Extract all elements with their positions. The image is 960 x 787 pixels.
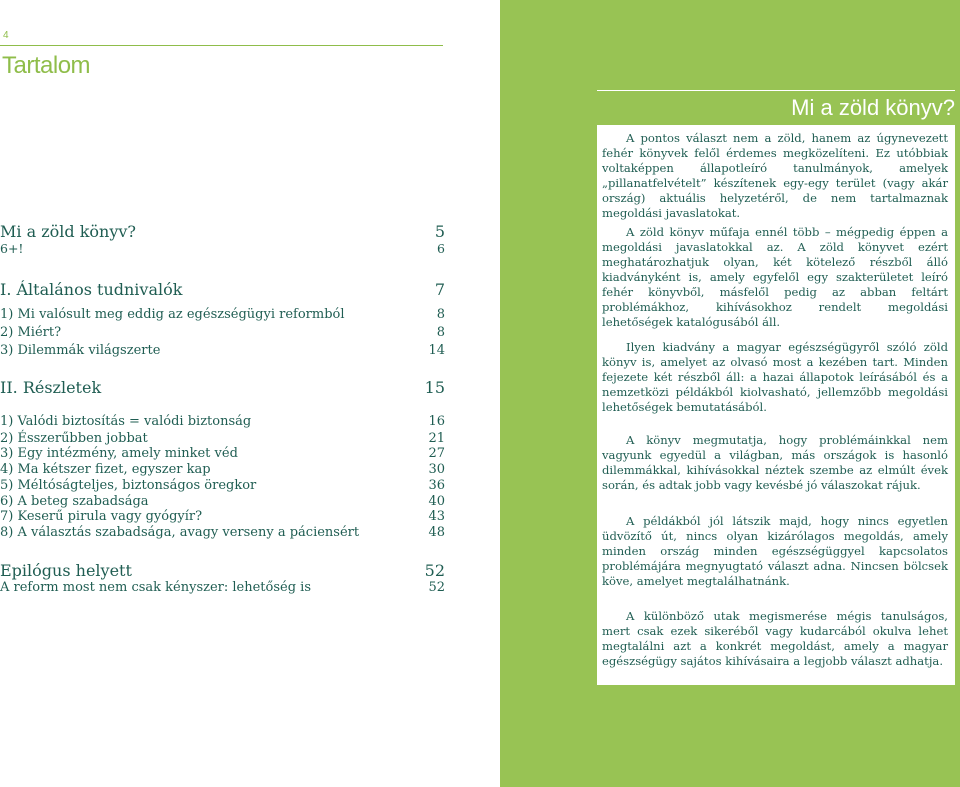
toc-entry[interactable]: 4) Ma kétszer fizet, egyszer kap 30 [0,462,445,477]
paragraph: Ilyen kiadvány a magyar egészségügyről szóló zöld könyv is, amelyet az olvasó most a kezében tart. Minden fejezete két részből áll: a hazai állapotok leírásából és a nemzetközi példákból kiolvasható, jellemzőbb megoldási lehetőségek bemutatásából. [602,340,948,414]
toc-entry[interactable]: 3) Egy intézmény, amely minket véd 27 [0,446,445,461]
title-rule [0,45,443,46]
toc-entry[interactable]: 3) Dilemmák világszerte 14 [0,343,445,358]
toc-entry[interactable]: 2) Ésszerűbben jobbat 21 [0,431,445,446]
paragraph: A könyv megmutatja, hogy problémáinkkal nem vagyunk egyedül a világban, más országok is hasonló dilemmákkal, kihívásokkal néztek szembe az elmúlt évek során, és adtak jobb vagy kevésbé jó válaszokat rájuk. [602,433,948,492]
toc-entry[interactable]: II. Részletek 15 [0,378,445,397]
paragraph: A példákból jól látszik majd, hogy nincs egyetlen üdvözítő út, nincs olyan kizárólagos megoldás, amely minden ország minden egészségüggyel kapcsolatos problémájára megnyugtató választ adna. Nincsen bölcsek köve, amelyet megtalálhatnánk. [602,514,948,588]
toc-entry[interactable]: A reform most nem csak kényszer: lehetőség is 52 [0,580,445,595]
toc-entry[interactable]: 5) Méltóságteljes, biztonságos öregkor 36 [0,478,445,493]
section-title: Mi a zöld könyv? [791,95,955,120]
toc-entry[interactable]: 8) A választás szabadsága, avagy verseny a páciensért 48 [0,525,445,540]
title-rule [597,90,955,91]
toc-entry[interactable]: I. Általános tudnivalók 7 [0,280,445,299]
page-number: 4 [3,30,9,41]
text-box [597,125,955,685]
toc-entry[interactable]: Epilógus helyett 52 [0,561,445,580]
toc-entry[interactable]: 6+! 6 [0,241,445,256]
toc-entry[interactable]: 6) A beteg szabadsága 40 [0,494,445,509]
toc-entry[interactable]: 7) Keserű pirula vagy gyógyír? 43 [0,509,445,524]
toc-entry[interactable]: 2) Miért? 8 [0,325,445,340]
paragraph: A különböző utak megismerése mégis tanulságos, mert csak ezek sikeréből vagy kudarcából okulva lehet megtalálni azt a konkrét megoldást, amely a magyar egészségügy sajátos kihívásaira a legjobb választ adhatja. [602,609,948,668]
toc-entry[interactable]: Mi a zöld könyv? 5 [0,222,445,241]
paragraph: A zöld könyv műfaja ennél több – mégpedig éppen a megoldási javaslatokkal az. A zöld könyvet ezért meghatározhatjuk olyan, két kötelező részből álló kiadványként is, amely egyfelől egy szakterületet leíró fehér könyvből, másfelől pedig az abban feltárt problémákhoz, kihívásokhoz rendelt megoldási lehetőségek katalógusából áll. [602,225,948,329]
paragraph: A pontos választ nem a zöld, hanem az úgynevezett fehér könyvek felől érdemes megközelíteni. Ez utóbbiak voltaképpen állapotleíró tanulmányok, amelyek „pillanatfelvételt” készítenek egy-egy terület (vagy akár ország) aktuális helyzetéről, de nem tartalmaznak megoldási javaslatokat. [602,131,948,220]
toc-entry[interactable]: 1) Mi valósult meg eddig az egészségügyi reformból 8 [0,307,445,322]
page-title: Tartalom [2,52,91,79]
toc-entry[interactable]: 1) Valódi biztosítás = valódi biztonság 16 [0,414,445,429]
